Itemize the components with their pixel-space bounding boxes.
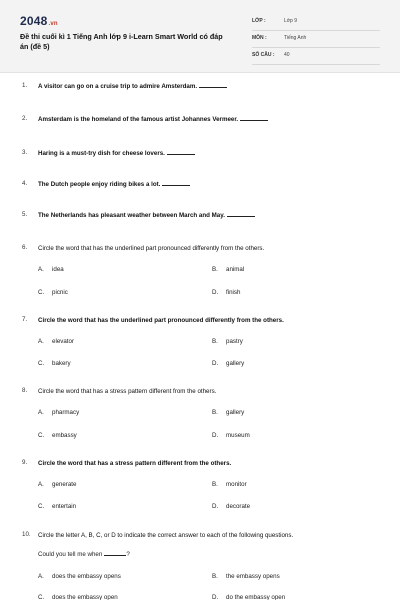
option-text: entertain [52,503,77,510]
meta-key: SỐ CÂU : [252,52,275,58]
answer-blank[interactable] [227,211,255,217]
option-text: generate [52,481,77,488]
option-letter: A. [38,573,44,580]
meta-key: MÔN : [252,35,267,41]
question-text: Circle the word that has the underlined part pronounced differently from the others. [38,245,265,252]
question-text: Circle the word that has a stress pattern different from the others. [38,388,217,395]
question-number: 5. [22,211,28,218]
option-text: the embassy opens [226,573,280,580]
option-text: bakery [52,360,71,367]
meta-row-subject [252,31,380,48]
answer-blank[interactable] [162,180,190,186]
option-text: monitor [226,481,247,488]
question-number: 6. [22,244,28,251]
document-meta [252,14,380,65]
meta-value: Lớp 9 [284,18,298,24]
answer-blank[interactable] [104,550,126,556]
option-text: picnic [52,289,68,296]
question-number: 2. [22,115,28,122]
option-letter: B. [212,481,218,488]
option-letter: D. [212,289,219,296]
question-text: A visitor can go on a cruise trip to admire Amsterdam. [38,82,378,91]
document-header [0,0,400,73]
option-text: museum [226,432,250,439]
document-title: Đề thi cuối kì 1 Tiếng Anh lớp 9 i-Learn Smart World có đáp án (đề 5) [20,32,223,51]
option-letter: C. [38,594,45,600]
question-text: Circle the word that has the underlined part pronounced differently from the others. [38,317,284,324]
option-text: decorate [226,503,251,510]
question-number: 8. [22,387,28,394]
meta-value: 40 [284,52,290,58]
question-text: The Dutch people enjoy riding bikes a lot. [38,180,378,189]
meta-key: LỚP : [252,18,266,24]
meta-row-class [252,14,380,31]
option-letter: A. [38,409,44,416]
question-number: 7. [22,316,28,323]
question-text: Amsterdam is the homeland of the famous artist Johannes Vermeer. [38,115,378,124]
option-letter: B. [212,266,218,273]
answer-blank[interactable] [199,82,227,88]
option-letter: A. [38,266,44,273]
question-number: 3. [22,149,28,156]
option-text: animal [226,266,245,273]
question-text: The Netherlands has pleasant weather between March and May. [38,211,378,220]
logo-text: 2048 [20,14,48,28]
option-letter: C. [38,360,45,367]
option-letter: A. [38,338,44,345]
option-letter: A. [38,481,44,488]
question-text: Circle the letter A, B, C, or D to indicate the correct answer to each of the following questions. [38,532,294,539]
option-text: elevator [52,338,75,345]
option-letter: D. [212,594,219,600]
option-text: do the embassy open [226,594,286,600]
option-text: pharmacy [52,409,80,416]
question-text: Circle the word that has a stress pattern different from the others. [38,460,232,467]
question-10-stem: Could you tell me when ? [38,551,130,558]
option-text: embassy [52,432,77,439]
option-text: does the embassy opens [52,573,121,580]
question-number: 1. [22,82,28,89]
option-letter: B. [212,409,218,416]
option-letter: B. [212,338,218,345]
meta-value: Tiếng Anh [284,35,307,41]
option-letter: C. [38,503,45,510]
option-text: pastry [226,338,243,345]
option-letter: D. [212,503,219,510]
option-text: idea [52,266,64,273]
option-letter: D. [212,432,219,439]
option-letter: C. [38,289,45,296]
option-text: gallery [226,360,245,367]
option-letter: B. [212,573,218,580]
answer-blank[interactable] [240,115,268,121]
question-text: Haring is a must-try dish for cheese lovers. [38,149,378,158]
question-number: 9. [22,459,28,466]
option-letter: D. [212,360,219,367]
option-text: does the embassy open [52,594,118,600]
option-text: finish [226,289,241,296]
question-number: 4. [22,180,28,187]
site-logo[interactable] [20,14,58,28]
question-number: 10. [22,531,31,538]
meta-row-count [252,48,380,65]
option-letter: C. [38,432,45,439]
option-text: gallery [226,409,245,416]
answer-blank[interactable] [167,149,195,155]
logo-suffix: .vn [48,21,58,27]
